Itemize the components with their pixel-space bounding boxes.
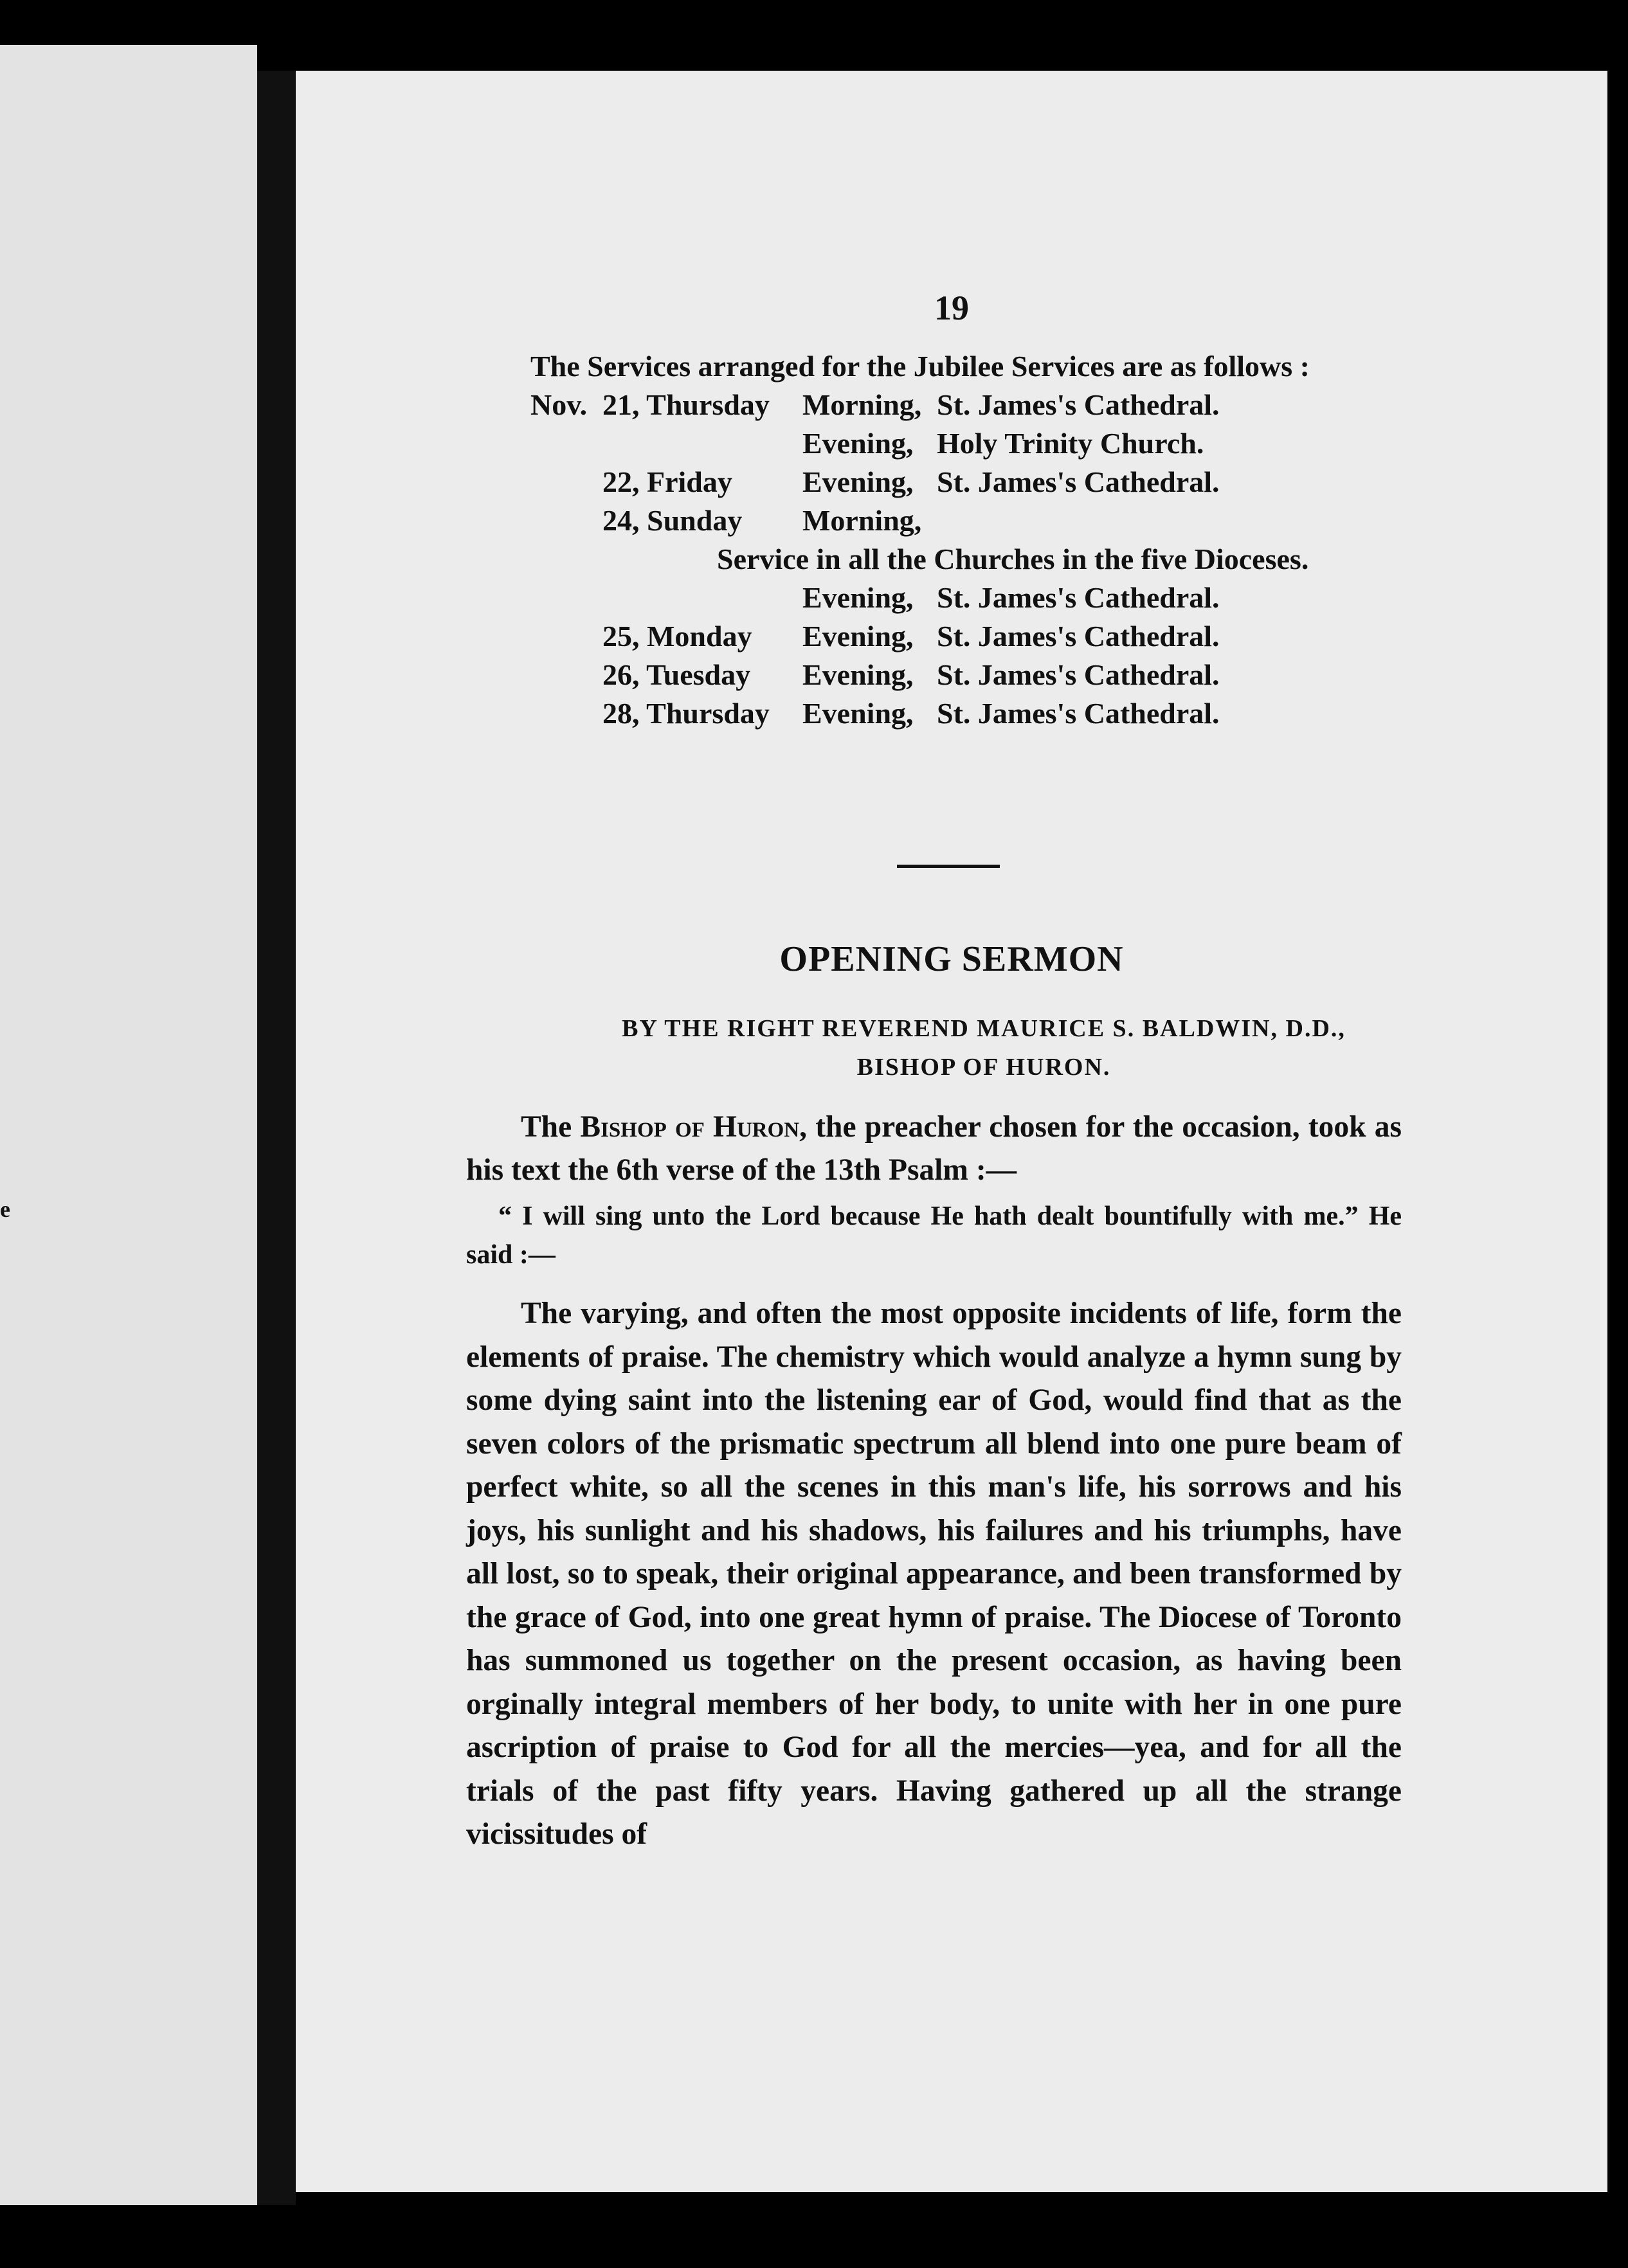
schedule-day: 22, Friday [602, 465, 732, 498]
schedule-row [530, 617, 1469, 656]
section-divider [897, 865, 1000, 868]
byline-title: BISHOP OF HURON. [856, 1054, 1111, 1081]
schedule-row [530, 694, 1469, 733]
schedule-place: Holy Trinity Church. [937, 427, 1204, 460]
facing-page [0, 45, 257, 2205]
schedule-intro: The Services arranged for the Jubilee Services are as follows : [530, 350, 1310, 382]
schedule-day: 28, Thursday [602, 697, 770, 730]
schedule-place: St. James's Cathedral. [937, 697, 1220, 730]
schedule-day: 26, Tuesday [602, 658, 751, 691]
schedule-place: St. James's Cathedral. [937, 465, 1220, 498]
lead-smallcaps-name: Bishop of Huron [580, 1110, 800, 1144]
schedule-row [530, 579, 1469, 617]
schedule-row [530, 656, 1469, 694]
schedule-time: Evening, [802, 581, 914, 614]
schedule-row [530, 501, 1469, 540]
schedule-day: 24, Sunday [602, 504, 743, 537]
schedule-row [530, 386, 1469, 424]
schedule-time: Evening, [802, 465, 914, 498]
schedule-row [530, 463, 1469, 501]
sermon-lead-paragraph [466, 1106, 1402, 1192]
sermon-byline [502, 1009, 1466, 1086]
schedule-day: 25, Monday [602, 620, 752, 652]
schedule-time: Morning, [802, 504, 922, 537]
lead-remainder: , the preacher chosen for the occasion, took as his text the 6th verse of the 13th Psalm :— [466, 1110, 1402, 1187]
schedule-month: Nov. [530, 388, 588, 421]
scripture-quote: “ I will sing unto the Lord because He hath dealt bountifully with me.” He said :— [466, 1202, 1402, 1270]
schedule-day: 21, Thursday [602, 388, 770, 421]
book-page [296, 71, 1607, 2192]
schedule-time: Evening, [802, 620, 914, 652]
schedule-time: Morning, [802, 388, 922, 421]
sermon-heading: OPENING SERMON [779, 939, 1124, 979]
binding-gutter [257, 71, 296, 2205]
page-number: 19 [934, 289, 969, 327]
schedule-time: Evening, [802, 427, 914, 460]
sermon-body [466, 1106, 1402, 1857]
schedule-time: Evening, [802, 697, 914, 730]
schedule-row [530, 540, 1469, 579]
schedule-time: Evening, [802, 658, 914, 691]
schedule-note: Service in all the Churches in the five Dioceses. [717, 543, 1309, 575]
sermon-paragraph: The varying, and often the most opposite incidents of life, form the elements of praise. The chemistry which would analyze a hymn sung by some dying saint into the listening ear of God, would find that as the seven colors of the prismatic spectrum all blend into one pure beam of perfect white, so all the scenes in this man's life, his sorrows and his joys, his sunlight and his shadows, his failures and his triumphs, have all lost, so to speak, their original appearance, and been transformed by the grace of God, into one great hymn of praise. The Diocese of Toronto has summoned us together on the present occasion, as having been orginally integral members of her body, to unite with her in one pure ascription of praise to God for all the mercies—yea, and for all the trials of the past fifty years. Having gathered up all the strange vicissitudes of [466, 1297, 1402, 1851]
facing-page-text-fragment: e [0, 1196, 10, 1222]
schedule-place: St. James's Cathedral. [937, 581, 1220, 614]
lead-prefix: The [521, 1110, 581, 1144]
schedule-place: St. James's Cathedral. [937, 658, 1220, 691]
schedule-row [530, 424, 1469, 463]
schedule-place: St. James's Cathedral. [937, 620, 1220, 652]
schedule-place: St. James's Cathedral. [937, 388, 1220, 421]
service-schedule [530, 347, 1469, 733]
byline-author: BY THE RIGHT REVEREND MAURICE S. BALDWIN, D.D., [622, 1015, 1346, 1042]
